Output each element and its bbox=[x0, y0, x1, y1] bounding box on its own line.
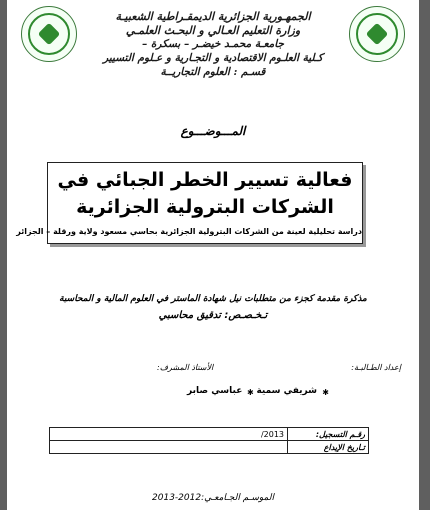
memo-description: مذكرة مقدمة كجزء من متطلبات نيل شهادة الماستر في العلوم المالية و المحاسبة bbox=[59, 294, 367, 304]
header-republic: الجمهـورية الجزائرية الديمقـراطية الشعبيـة bbox=[115, 10, 311, 23]
header-ministry: وزارة التعليم العـالي و البحـث العلمـي bbox=[125, 24, 301, 37]
table-row bbox=[50, 441, 369, 454]
memo-specialization: تـخـصـص: تدقيق محاسبي bbox=[158, 310, 268, 321]
table-row bbox=[50, 428, 369, 441]
header-university: جامعـة محمـد خيضـر – بسكرة – bbox=[142, 38, 284, 50]
registration-number-value: 2013/ bbox=[50, 428, 288, 441]
header-faculty: كـلية العلـوم الاقتصادية و التجـارية و عـلوم التسيير bbox=[103, 52, 323, 64]
title-box bbox=[16, 162, 363, 244]
bullet-icon: ✱ bbox=[247, 388, 254, 397]
academic-year: الموسـم الجـامعـي:2012-2013 bbox=[152, 493, 274, 503]
student-name: شريفي سمية bbox=[256, 386, 317, 396]
subject-heading: المـــوضـــوع bbox=[180, 124, 246, 138]
title-line-1: فعالية تسيير الخطر الجبائي في bbox=[57, 169, 353, 191]
registration-number-label: رقـم التسجيل: bbox=[288, 428, 369, 441]
deposit-date-label: تـاريخ الإيداع bbox=[288, 441, 369, 454]
document-page bbox=[7, 0, 419, 510]
deposit-date-value bbox=[50, 441, 288, 454]
title-subtitle: دراسة تحليلية لعينة من الشركات البترولية الجزائرية بحاسي مسعود ولاية ورقلة – الجزائر bbox=[16, 227, 362, 236]
header-department: قسـم : العلوم التجاريــة bbox=[160, 66, 266, 78]
title-line-2: الشركات البترولية الجزائرية bbox=[76, 196, 334, 218]
supervisor-label: الأستاذ المشرف: bbox=[157, 363, 214, 372]
bullet-icon: ✱ bbox=[322, 388, 329, 397]
prepared-by-label: إعداد الطـالبـة: bbox=[351, 363, 401, 372]
registration-table bbox=[49, 427, 369, 454]
supervisor-name: عباسي صابر bbox=[187, 386, 243, 396]
